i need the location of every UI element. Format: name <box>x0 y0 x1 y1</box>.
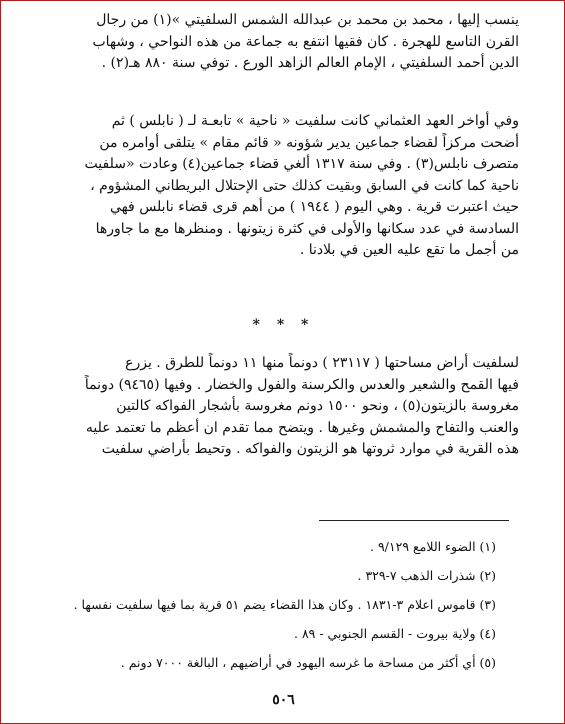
footnote-divider <box>319 520 509 521</box>
paragraph-line: ينسب إليها ، محمد بن محمد بن عبدالله الشمس السلفيتي »(١) من رجال <box>96 12 519 28</box>
footnote-item: (٤) ولاية بيروت - القسم الجنوبي - ٨٩ . <box>294 626 496 641</box>
paragraph-line: وفي أواخر العهد العثماني كانت سلفيت « ناحية » تابعـة لـ ( نابلس ) ثم <box>111 113 519 129</box>
paragraph-line: حيث اعتبرت قرية . وهي اليوم ( ١٩٤٤ ) من أهم قرى قضاء نابلس فهي <box>109 199 519 215</box>
paragraph-line: مغروسة بالزيتون(٥) ، ونحو ١٥٠٠ دونم مغروسة بأشجار الفواكه كالتين <box>116 398 519 414</box>
paragraph-line: أضحت مركزاً لقضاء جماعين يدير شؤونه « قائم مقام » يتلقى أوامره من <box>99 134 519 151</box>
footnote-item: (٥) أي أكثر من مساحة ما غرسه اليهود في أراضيهم ، البالغة ٧٠٠٠ دونم . <box>120 655 496 670</box>
paragraph-1 <box>79 10 519 75</box>
footnote-item: (١) الضوء اللامع ٩/١٢٩ . <box>370 539 496 554</box>
paragraph-3 <box>79 353 519 461</box>
paragraph-line: هذه القرية في موارد ثروتها هو الزيتون والفواكه . وتحيط بأراضي سلفيت <box>101 441 519 457</box>
paragraph-line: لسلفيت أراض مساحتها ( ٢٣١١٧ ) دونماً منها ١١ دونماً للطرق . يزرع <box>125 355 519 371</box>
footnotes <box>73 532 496 677</box>
section-separator: * * * <box>252 317 315 333</box>
paragraph-line: من أجمل ما تقع عليه العين في بلادنا . <box>299 242 519 258</box>
footnote-item: (٣) قاموس اعلام ٣-١٨٣١ . وكان هذا القضاء يضم ٥١ قرية بما فيها سلفيت نفسها . <box>73 597 496 612</box>
paragraph-line: السادسة في عدد سكانها والأولى في كثرة زيتونها . ومنظرها مع ما جاورها <box>95 220 519 237</box>
paragraph-line: القرن التاسع للهجرة . كان فقيها انتفع به جماعة من هذه النواحي ، وشهاب <box>92 33 519 50</box>
paragraph-line: متصرف نابلس(٣) . وفي سنة ١٣١٧ ألغي قضاء جماعين(٤) وعادت «سلفيت <box>84 156 519 172</box>
paragraph-line: والعنب والتفاح والمشمش وغيرها . ويتضح مما تقدم ان أعظم ما تعتمد عليه <box>85 419 519 436</box>
paragraph-line: ناحية كما كانت في السابق وبقيت كذلك حتى الإحتلال البريطاني المشؤوم ، <box>90 177 519 194</box>
paragraph-2 <box>79 111 519 262</box>
paragraph-line: فيها القمح والشعير والعدس والكرسنة والفول والخضار . وفيها (٩٤٦٥) دونماً <box>84 376 519 393</box>
page-number: ٥٠٦ <box>272 692 295 708</box>
footnote-item: (٢) شذرات الذهب ٧-٣٢٩ . <box>357 568 496 583</box>
paragraph-line: الدين أحمد السلفيتي ، الإمام العالم الزاهد الورع . توفي سنة ٨٨٠ هـ(٢) . <box>101 55 519 71</box>
